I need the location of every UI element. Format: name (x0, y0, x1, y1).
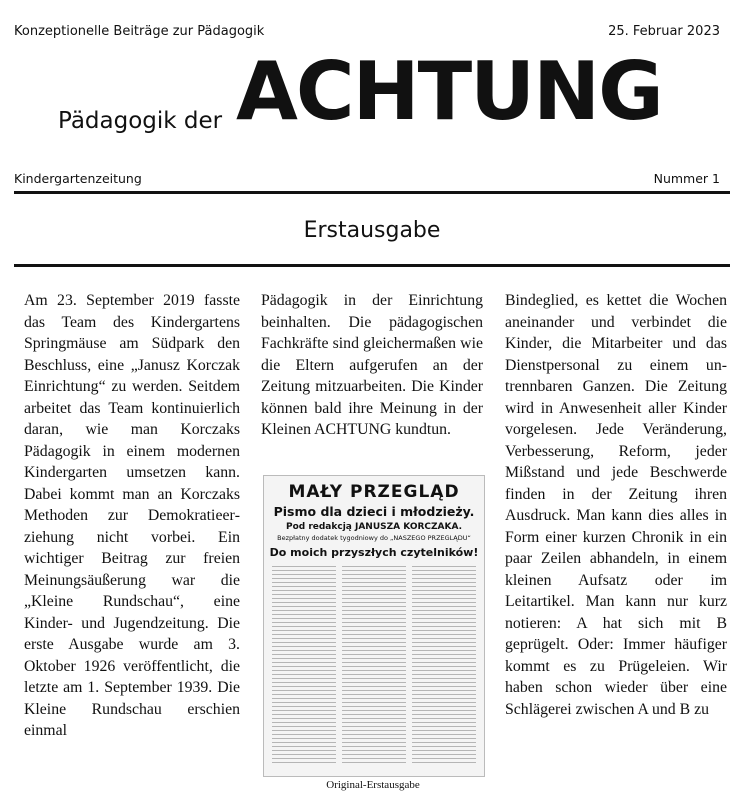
issue-date: 25. Februar 2023 (608, 24, 720, 39)
header-divider (14, 191, 730, 194)
facsimile-column (342, 566, 406, 766)
article-column-2: Pädagogik in der Einrichtung beinhalten. Die pädagogischen Fachkräfte sind gleichermaßen wie die Eltern aufgerufen an der Zeitung mitzuarbeiten. Die Kinder können bald ihre Meinung in der Kleinen ACHTUNG kundtun. (261, 292, 483, 438)
section-divider (14, 264, 730, 267)
article-column-1: Am 23. September 2019 fasste das Team des Kindergartens Springmäuse am Südpark den Beschluss, eine „Janusz Korczak Einrichtung“ zu werden. Seitdem arbeitet das Team kontinuierlich daran, wie man Korczaks Pädagogik in einem modernen Kindergarten umsetzen kann. Dabei kommt man an Korczaks Methoden zur Demokratieerziehung nicht vorbei. Ein wichtiger Beitrag zur freien Meinungsäußerung war die „Kleine Rundschau“, eine Kinder- und Jugendzeitung. Die erste Ausgabe wurde am 3. Oktober 1926 veröffentlicht, die letzte am 1. September 1939. Die Kleine Rundschau erschien einmal (24, 292, 240, 739)
facsimile-title: MAŁY PRZEGLĄD (288, 482, 460, 502)
facsimile-editor: Pod redakcją JANUSZA KORCZAKA. (285, 522, 463, 532)
facsimile-subtitle: Pismo dla dzieci i młodzieży. (273, 504, 475, 519)
facsimile-column (412, 566, 476, 766)
facsimile-body-text (272, 566, 476, 766)
newspaper-facsimile-image (263, 475, 485, 777)
facsimile-supplement: Bezpłatny dodatek tygodniowy do „NASZEGO PRZEGLĄDU“ (277, 534, 471, 542)
masthead-subtitle: Pädagogik der (58, 108, 223, 134)
publication-label: Kindergartenzeitung (14, 171, 142, 186)
facsimile-column (272, 566, 336, 766)
masthead-title: ACHTUNG (236, 45, 662, 138)
tagline: Konzeptionelle Beiträge zur Pädagogik (14, 24, 265, 39)
facsimile-headline: Do moich przyszłych czytelników! (269, 546, 479, 559)
figure-caption: Original-Erstausgabe (326, 779, 420, 791)
article-column-3: Bindeglied, es kettet die Wochen aneinander und verbindet die Kinder, die Mitarbeiter und das Dienstpersonal zu einem untrennbaren Ganzen. Die Zeitung wird in Anwesenheit aller Kinder vorgelesen. Jede Veränderung, Verbesserung, Reform, jeder Mißstand und jede Beschwerde finden in der Zeitung ihren Ausdruck. Man kann dies alles in Form einer kurzen Chronik in ein paar Zeilen abhandeln, in einem kleinen Aufsatz oder im Leitartikel. Man kann nur kurz notieren: A hat sich mit B geprügelt. Oder: Immer häufiger kommt es zu Prügeleien. Wir haben schon wieder über eine Schlägerei zwischen A und B zu (505, 292, 727, 718)
issue-number: Nummer 1 (653, 171, 720, 186)
section-title: Erstausgabe (303, 218, 441, 243)
